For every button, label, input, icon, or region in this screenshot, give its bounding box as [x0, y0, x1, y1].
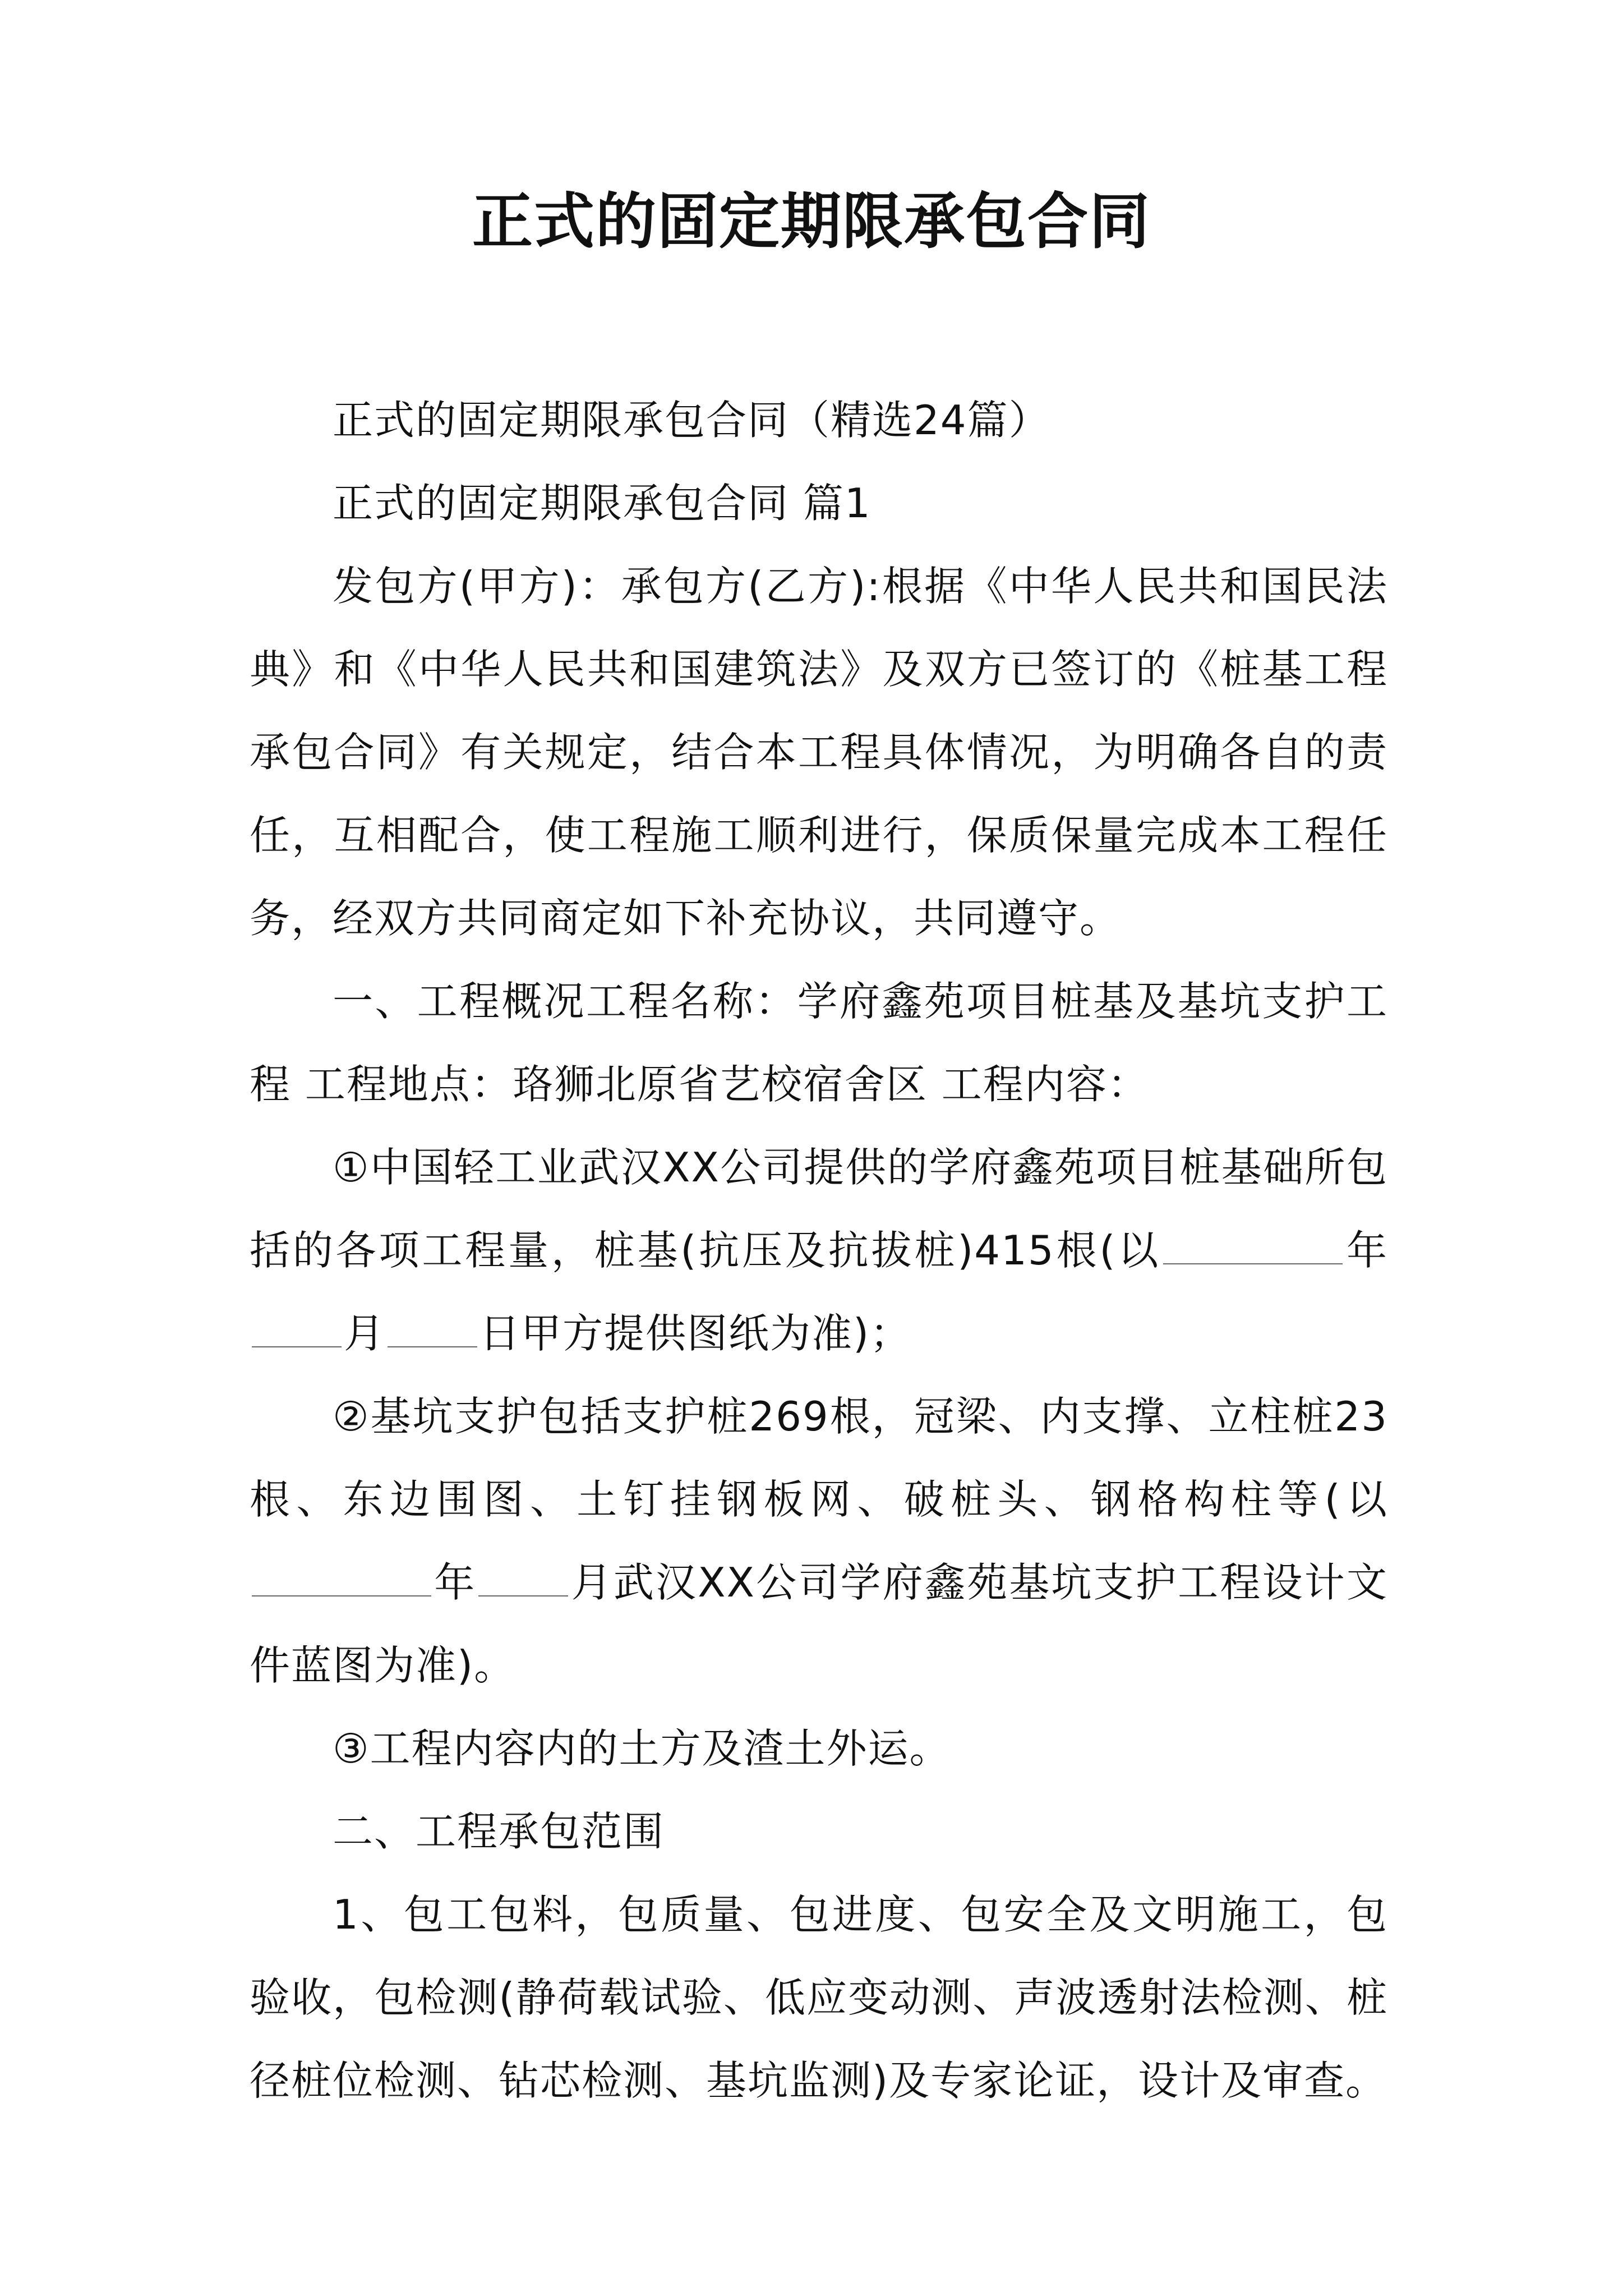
- work-content-item-2-text: ②基坑支护包括支护桩269根，冠梁、内支撑、立柱桩23根、东边围图、土钉挂钢板网、破桩头、钢格构柱等(以: [250, 1393, 1388, 1523]
- work-content-item-2-tail: 月武汉XX公司学府鑫苑基坑支护工程设计文件蓝图为准)。: [250, 1559, 1388, 1689]
- work-content-item-1: [250, 1126, 1388, 1375]
- month-label: 月: [344, 1310, 386, 1357]
- document-title: 正式的固定期限承包合同: [472, 186, 1151, 257]
- section-heading: 正式的固定期限承包合同 篇1: [333, 480, 872, 527]
- blank-line: [1163, 1230, 1343, 1264]
- work-content-item-2: [250, 1375, 1388, 1707]
- work-content-item-1-tail: 日甲方提供图纸为准)；: [479, 1310, 912, 1357]
- preamble-paragraph: 发包方(甲方)：承包方(乙方):根据《中华人民共和国民法典》和《中华人民共和国建筑法》及双方已签订的《桩基工程承包合同》有关规定，结合本工程具体情况，为明确各自的责任，互相配合，使工程施工顺利进行，保质保量完成本工程任务，经双方共同商定如下补充协议，共同遵守。: [250, 563, 1388, 942]
- work-content-item-3: ③工程内容内的土方及渣土外运。: [333, 1725, 951, 1772]
- blank-line: [478, 1562, 568, 1596]
- scope-item-1: 1、包工包料，包质量、包进度、包安全及文明施工，包验收，包检测(静荷载试验、低应变动测、声波透射法检测、桩径桩位检测、钻芯检测、基坑监测)及专家论证，设计及审查。: [250, 1891, 1388, 2104]
- blank-line: [252, 1313, 342, 1347]
- scope-heading: 二、工程承包范围: [333, 1808, 665, 1855]
- document-body: [250, 379, 1388, 2122]
- blank-line: [388, 1313, 477, 1347]
- subtitle-paragraph: 正式的固定期限承包合同（精选24篇）: [333, 397, 1050, 444]
- year-label: 年: [1345, 1227, 1388, 1274]
- blank-line: [252, 1562, 431, 1596]
- work-content-item-1-text: ①中国轻工业武汉XX公司提供的学府鑫苑项目桩基础所包括的各项工程量，桩基(抗压及抗拔桩)415根(以: [250, 1144, 1388, 1274]
- year-label: 年: [434, 1559, 477, 1606]
- project-overview-paragraph: 一、工程概况工程名称：学府鑫苑项目桩基及基坑支护工程 工程地点：珞狮北原省艺校宿舍区 工程内容：: [250, 978, 1388, 1108]
